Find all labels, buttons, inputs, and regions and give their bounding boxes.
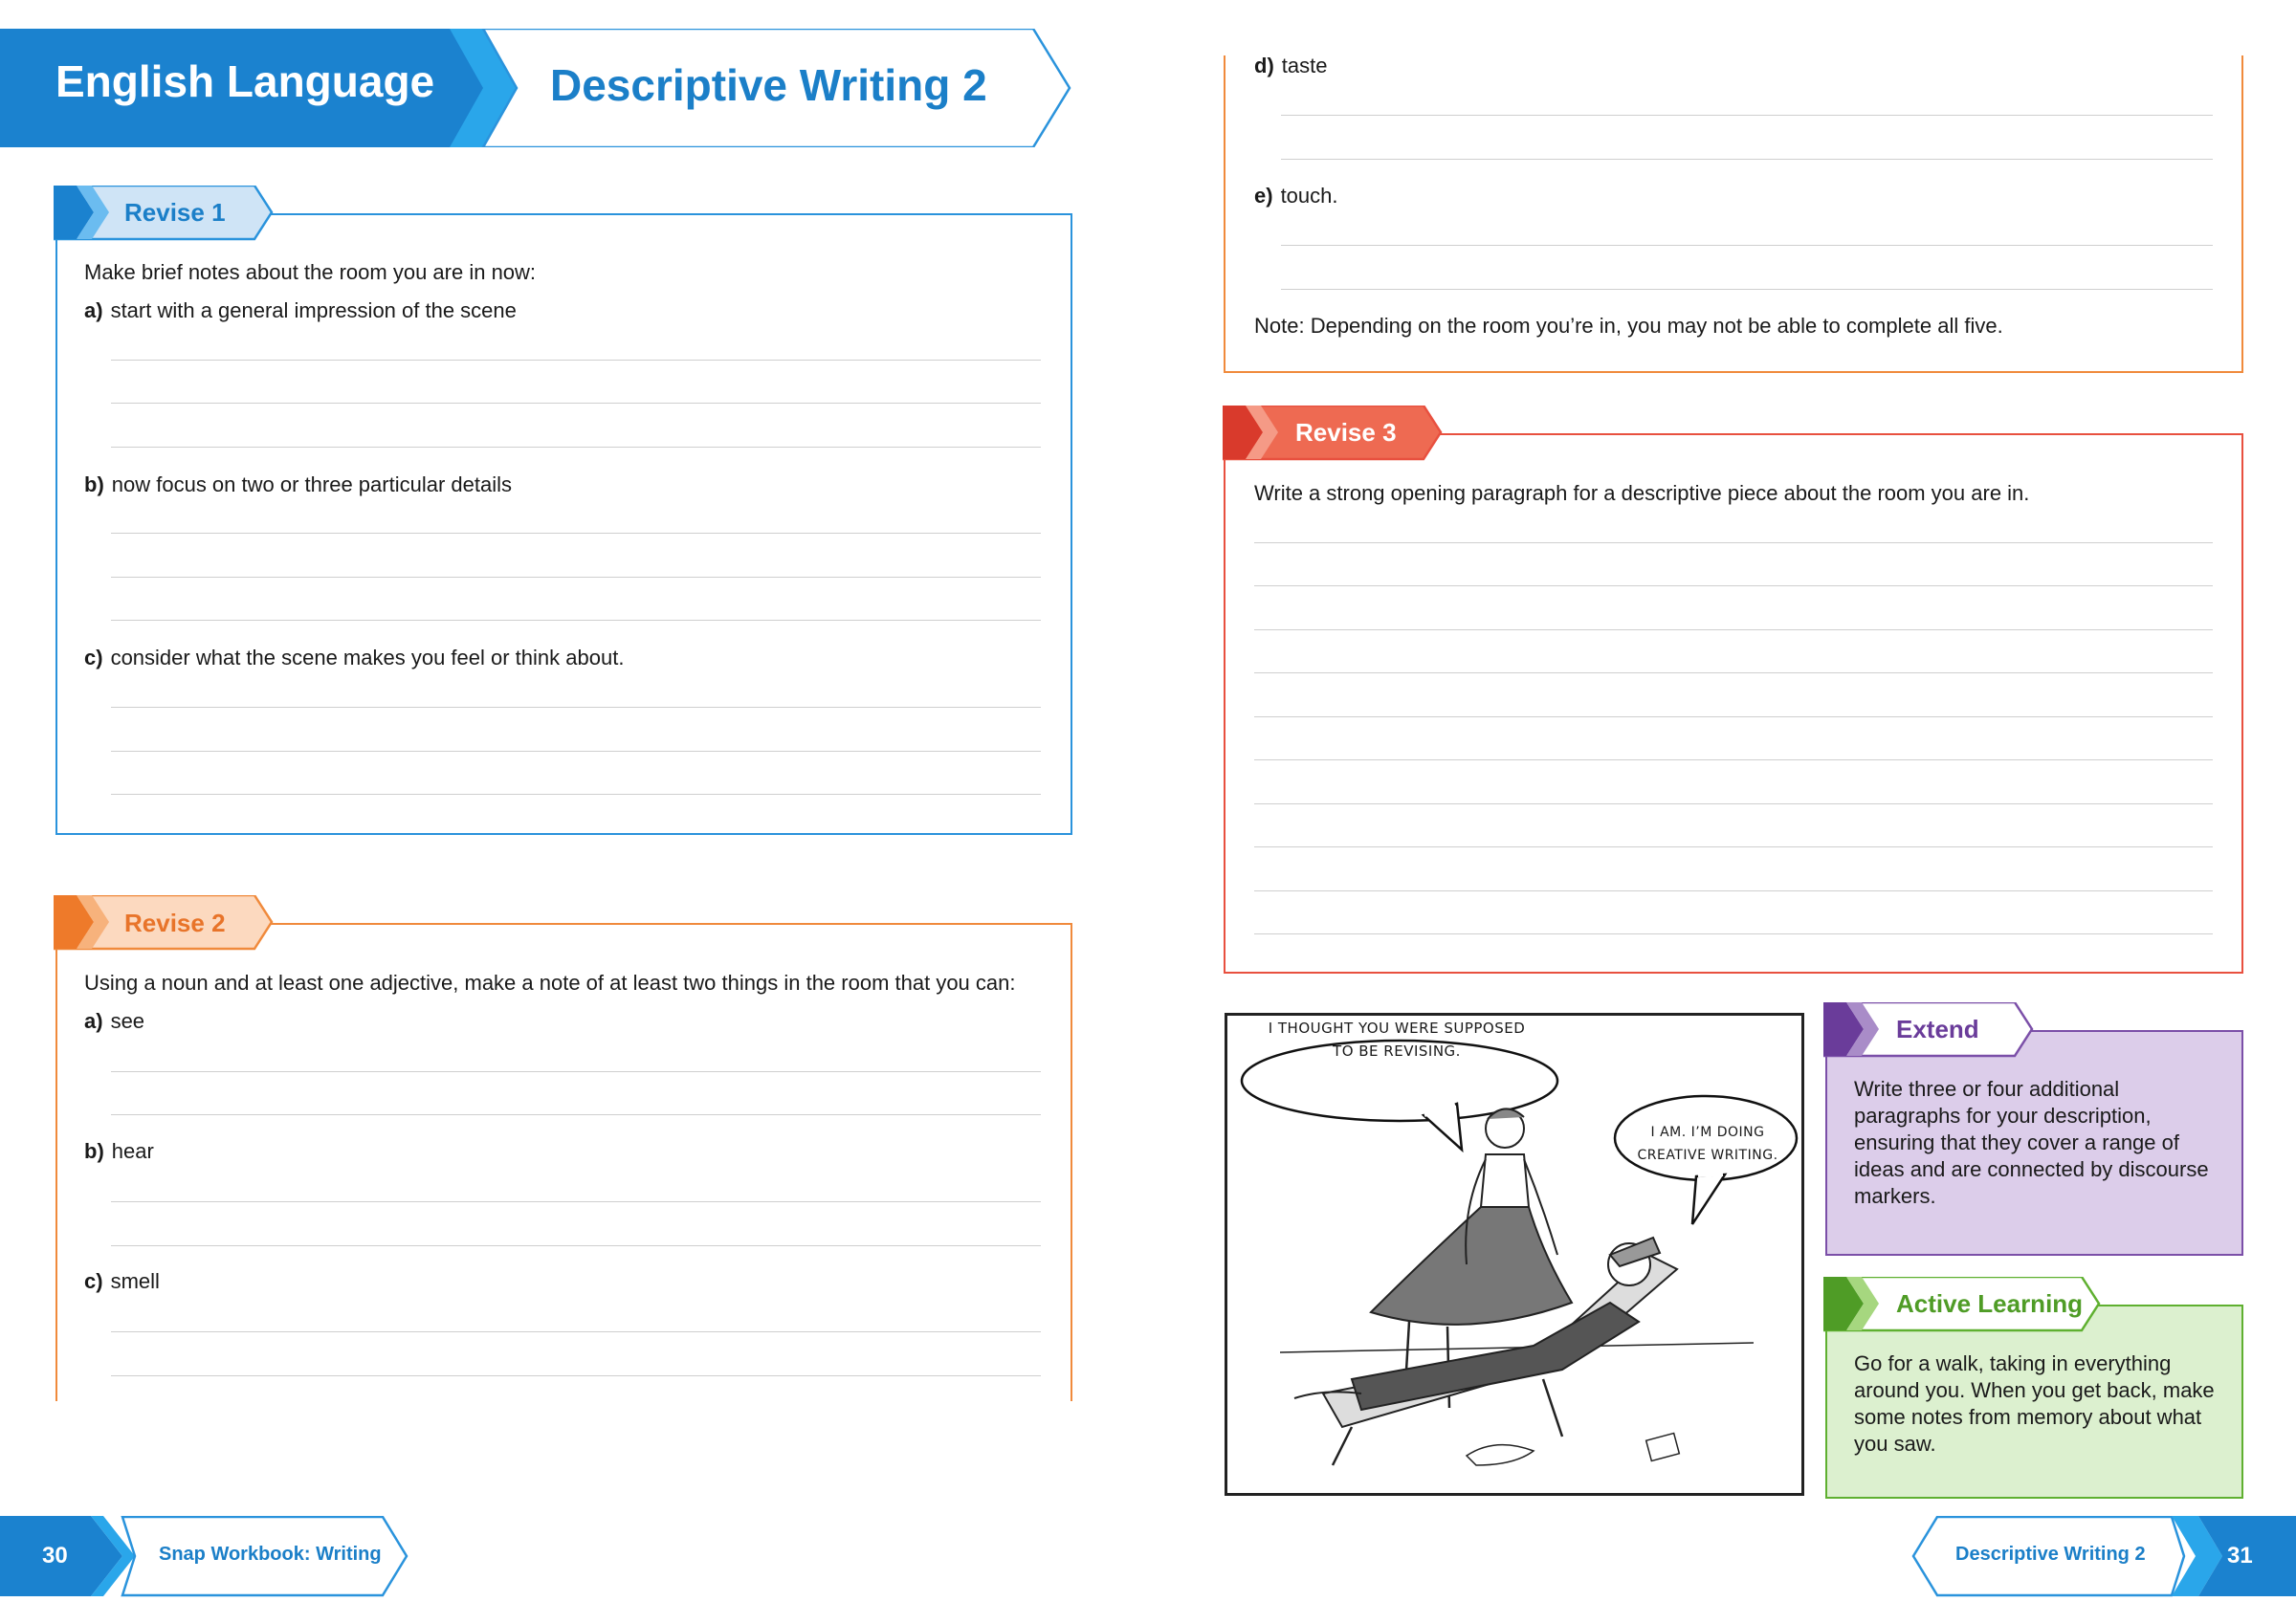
revise2-intro: Using a noun and at least one adjective, make a note of at least two things in the room that you can: [84, 971, 1016, 995]
item-label: c) [84, 1269, 103, 1293]
answer-line[interactable] [1254, 759, 2213, 760]
answer-line[interactable] [1254, 585, 2213, 586]
revise1-item-b [84, 472, 512, 497]
item-text: start with a general impression of the scene [110, 298, 517, 322]
item-text: see [110, 1009, 145, 1033]
page-number-right: 31 [2227, 1543, 2253, 1569]
answer-line[interactable] [1254, 672, 2213, 673]
answer-line[interactable] [1281, 115, 2213, 116]
item-label: d) [1254, 54, 1274, 77]
item-text: smell [110, 1269, 160, 1293]
item-text: touch. [1280, 184, 1338, 208]
answer-line[interactable] [111, 1245, 1041, 1246]
answer-line[interactable] [111, 1114, 1041, 1115]
item-text: now focus on two or three particular details [111, 472, 512, 496]
answer-line[interactable] [1281, 245, 2213, 246]
footer-right-title: Descriptive Writing 2 [1955, 1544, 2146, 1565]
answer-line[interactable] [111, 1071, 1041, 1072]
answer-line[interactable] [111, 533, 1041, 534]
item-label: b) [84, 472, 104, 496]
revise1-tab-label: Revise 1 [124, 198, 226, 227]
cartoon-illustration [1227, 1016, 1801, 1493]
revise2-item-e [1254, 184, 1338, 208]
answer-line[interactable] [111, 360, 1041, 361]
item-text: taste [1281, 54, 1328, 77]
answer-line[interactable] [1254, 890, 2213, 891]
extend-body: Write three or four additional paragraphs for your description, ensuring that they cover a range of ideas and are connected by discourse markers. [1854, 1077, 2209, 1208]
page-number-left: 30 [42, 1543, 68, 1569]
speech-line: I AM. I’M DOING [1650, 1125, 1765, 1140]
speech-line: TO BE REVISING. [1333, 1042, 1461, 1060]
extend-title: Extend [1896, 1015, 1979, 1043]
revise1-item-c [84, 646, 624, 670]
active-learning-title: Active Learning [1896, 1289, 2084, 1318]
answer-line[interactable] [1254, 716, 2213, 717]
active-learning-body: Go for a walk, taking in everything around you. When you get back, make some notes from memory about what you saw. [1854, 1351, 2215, 1456]
speech-bubble-1 [1244, 1017, 1550, 1063]
answer-line[interactable] [1254, 933, 2213, 934]
answer-line[interactable] [1281, 159, 2213, 160]
revise3-box [1224, 433, 2243, 974]
answer-line[interactable] [111, 1331, 1041, 1332]
subject-title: English Language [55, 56, 435, 106]
revise3-intro: Write a strong opening paragraph for a descriptive piece about the room you are in. [1254, 481, 2030, 505]
answer-line[interactable] [1254, 542, 2213, 543]
revise1-intro: Make brief notes about the room you are in now: [84, 260, 537, 284]
item-label: a) [84, 1009, 103, 1033]
revise2-item-c [84, 1269, 160, 1294]
item-label: b) [84, 1139, 104, 1163]
footer-left-title: Snap Workbook: Writing [159, 1544, 382, 1565]
speech-line: I THOUGHT YOU WERE SUPPOSED [1268, 1020, 1526, 1037]
answer-line[interactable] [1254, 846, 2213, 847]
revise2-item-b [84, 1139, 154, 1164]
revise3-tab-label: Revise 3 [1295, 418, 1397, 447]
answer-line[interactable] [111, 1375, 1041, 1376]
answer-line[interactable] [111, 751, 1041, 752]
item-label: a) [84, 298, 103, 322]
answer-line[interactable] [111, 1201, 1041, 1202]
item-label: c) [84, 646, 103, 669]
answer-line[interactable] [111, 794, 1041, 795]
answer-line[interactable] [111, 707, 1041, 708]
revise2-note: Note: Depending on the room you’re in, you may not be able to complete all five. [1254, 314, 2003, 338]
revise2-item-a [84, 1009, 144, 1034]
page-title: Descriptive Writing 2 [550, 60, 987, 110]
item-label: e) [1254, 184, 1273, 208]
revise2-item-d [1254, 54, 1327, 78]
speech-bubble-2 [1617, 1121, 1799, 1167]
answer-line[interactable] [111, 403, 1041, 404]
revise2-tab-label: Revise 2 [124, 909, 226, 937]
revise1-item-a [84, 298, 517, 323]
item-text: hear [111, 1139, 154, 1163]
item-text: consider what the scene makes you feel or think about. [110, 646, 625, 669]
answer-line[interactable] [1254, 629, 2213, 630]
answer-line[interactable] [111, 447, 1041, 448]
cartoon-panel [1225, 1013, 1804, 1496]
answer-line[interactable] [111, 620, 1041, 621]
answer-line[interactable] [111, 577, 1041, 578]
speech-line: CREATIVE WRITING. [1637, 1148, 1778, 1163]
answer-line[interactable] [1281, 289, 2213, 290]
answer-line[interactable] [1254, 803, 2213, 804]
